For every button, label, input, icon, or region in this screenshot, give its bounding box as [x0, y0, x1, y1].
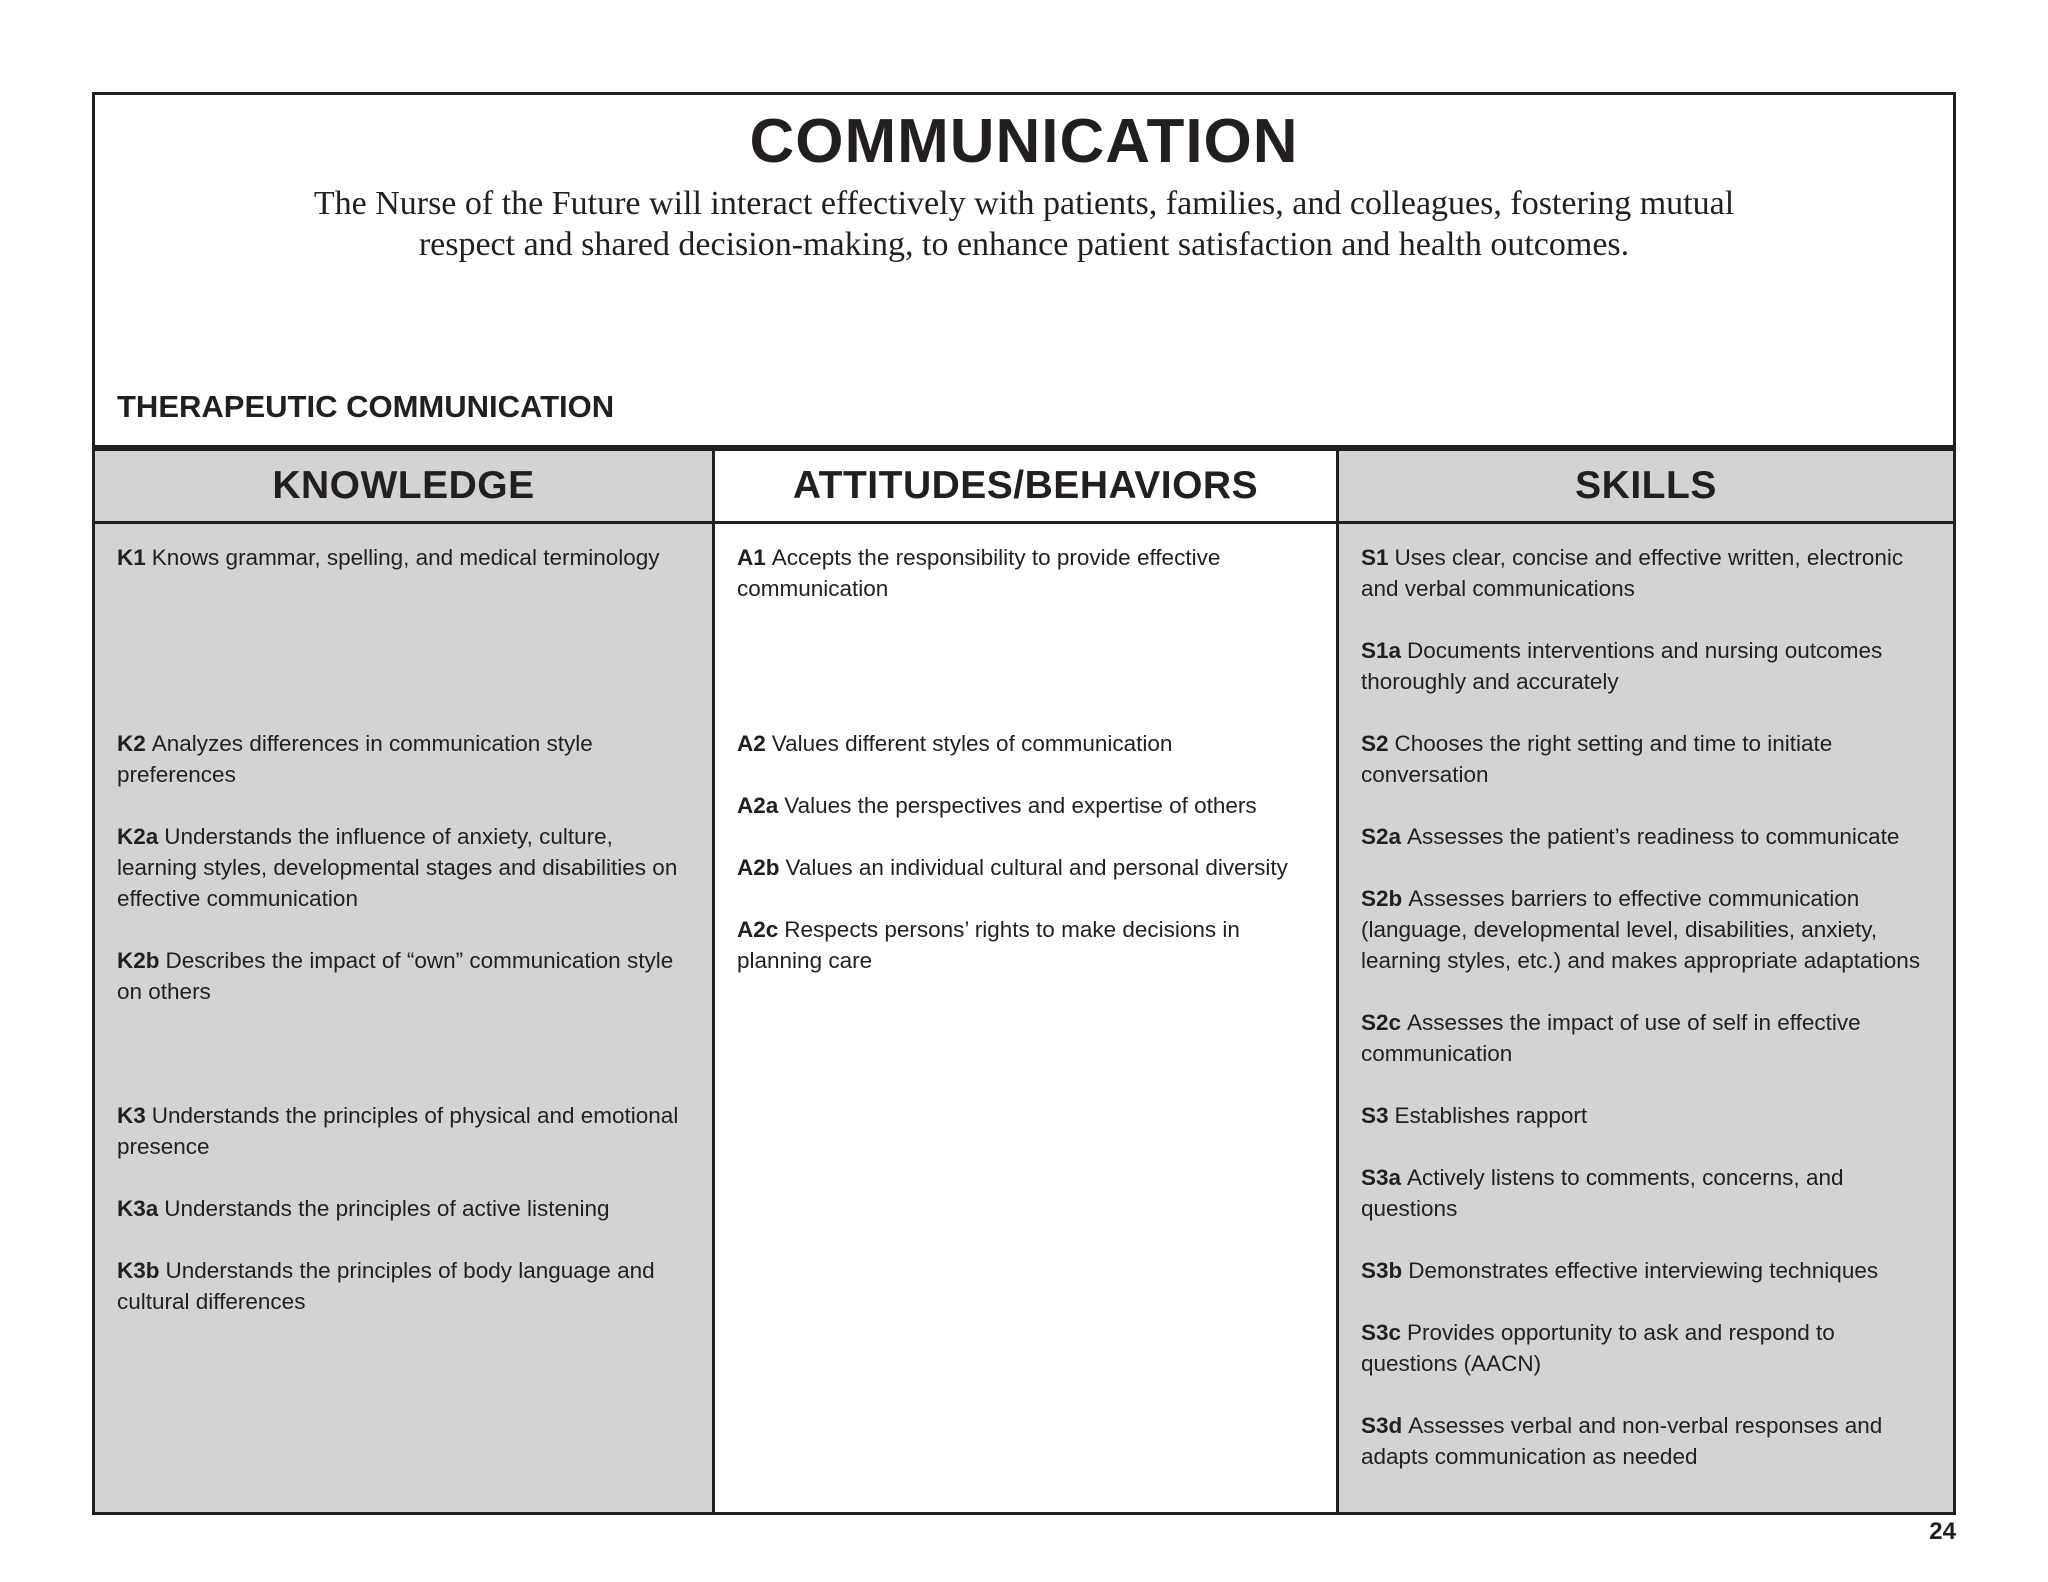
attitudes-item-a2b: [737, 852, 1314, 883]
knowledge-item-k3b: [117, 1255, 690, 1317]
item-text: Understands the principles of physical and emotional presence: [117, 1103, 679, 1159]
item-code: S3a: [1361, 1165, 1402, 1190]
skills-item-s2c: [1361, 1007, 1931, 1069]
header: [95, 95, 1953, 445]
item-code: S1: [1361, 545, 1389, 570]
item-text: Documents interventions and nursing outcomes thoroughly and accurately: [1361, 638, 1883, 694]
attitudes-body: [715, 524, 1336, 1512]
attitudes-item-a2: [737, 728, 1314, 759]
item-text: Actively listens to comments, concerns, and questions: [1361, 1165, 1844, 1221]
skills-item-s1a: [1361, 635, 1931, 697]
item-text: Analyzes differences in communication style preferences: [117, 731, 593, 787]
attitudes-heading: ATTITUDES/BEHAVIORS: [715, 451, 1336, 524]
item-code: K1: [117, 545, 146, 570]
skills-item-s3a: [1361, 1162, 1931, 1224]
skills-item-s2: [1361, 728, 1931, 790]
item-code: K3: [117, 1103, 146, 1128]
item-text: Assesses the impact of use of self in effective communication: [1361, 1010, 1861, 1066]
item-code: S2a: [1361, 824, 1402, 849]
item-text: Describes the impact of “own” communication style on others: [117, 948, 674, 1004]
item-code: S3: [1361, 1103, 1389, 1128]
skills-column: [1339, 451, 1953, 1512]
item-code: S2b: [1361, 886, 1403, 911]
knowledge-item-k1: [117, 542, 690, 573]
skills-heading: SKILLS: [1339, 451, 1953, 524]
item-code: A2a: [737, 793, 779, 818]
item-text: Chooses the right setting and time to initiate conversation: [1361, 731, 1833, 787]
attitudes-item-a2a: [737, 790, 1314, 821]
item-code: K2: [117, 731, 146, 756]
item-text: Values different styles of communication: [771, 731, 1173, 756]
item-code: S3d: [1361, 1413, 1403, 1438]
skills-item-s1: [1361, 542, 1931, 604]
skills-item-s3b: [1361, 1255, 1931, 1286]
item-text: Knows grammar, spelling, and medical terminology: [151, 545, 660, 570]
item-text: Assesses verbal and non-verbal responses and adapts communication as needed: [1361, 1413, 1883, 1469]
item-text: Accepts the responsibility to provide effective communication: [737, 545, 1221, 601]
knowledge-item-k2b: [117, 945, 690, 1007]
competency-frame: [92, 92, 1956, 1515]
item-code: A2c: [737, 917, 779, 942]
item-code: S3b: [1361, 1258, 1403, 1283]
item-text: Values the perspectives and expertise of others: [784, 793, 1257, 818]
section-title: THERAPEUTIC COMMUNICATION: [117, 389, 615, 424]
item-code: S2: [1361, 731, 1389, 756]
item-text: Understands the principles of body language and cultural differences: [117, 1258, 655, 1314]
item-text: Establishes rapport: [1394, 1103, 1588, 1128]
item-text: Uses clear, concise and effective written, electronic and verbal communications: [1361, 545, 1904, 601]
item-text: Demonstrates effective interviewing techniques: [1408, 1258, 1879, 1283]
item-code: A1: [737, 545, 766, 570]
item-code: A2: [737, 731, 766, 756]
attitudes-item-a2c: [737, 914, 1314, 976]
knowledge-item-k3a: [117, 1193, 690, 1224]
skills-item-s3: [1361, 1100, 1931, 1131]
item-code: K2a: [117, 824, 159, 849]
page-number: 24: [1929, 1518, 1956, 1545]
attitudes-item-a1: [737, 542, 1314, 604]
knowledge-item-k3: [117, 1100, 690, 1162]
skills-item-s2b: [1361, 883, 1931, 976]
page-subtitle: The Nurse of the Future will interact effectively with patients, families, and colleagues, fostering mutual respect and shared decision-making, to enhance patient satisfaction and health outcomes.: [313, 185, 1735, 263]
skills-item-s2a: [1361, 821, 1931, 852]
item-code: K3b: [117, 1258, 160, 1283]
item-text: Understands the influence of anxiety, culture, learning styles, developmental stages and disabilities on effective communication: [117, 824, 678, 911]
skills-item-s3c: [1361, 1317, 1931, 1379]
knowledge-item-k2: [117, 728, 690, 790]
competency-table: [95, 445, 1953, 1512]
item-code: S3c: [1361, 1320, 1402, 1345]
knowledge-body: [95, 524, 712, 1512]
skills-body: [1339, 524, 1953, 1512]
knowledge-column: [95, 451, 715, 1512]
item-text: Assesses barriers to effective communication (language, developmental level, disabilities, anxiety, learning styles, etc.) and makes appropriate adaptations: [1361, 886, 1921, 973]
item-code: S1a: [1361, 638, 1402, 663]
item-code: S2c: [1361, 1010, 1402, 1035]
item-text: Provides opportunity to ask and respond to questions (AACN): [1361, 1320, 1835, 1376]
item-text: Assesses the patient’s readiness to communicate: [1407, 824, 1900, 849]
item-text: Respects persons’ rights to make decisions in planning care: [737, 917, 1240, 973]
item-code: K2b: [117, 948, 160, 973]
knowledge-heading: KNOWLEDGE: [95, 451, 712, 524]
item-text: Understands the principles of active listening: [164, 1196, 610, 1221]
skills-item-s3d: [1361, 1410, 1931, 1472]
knowledge-item-k2a: [117, 821, 690, 914]
item-code: A2b: [737, 855, 780, 880]
item-code: K3a: [117, 1196, 159, 1221]
attitudes-column: [715, 451, 1339, 1512]
item-text: Values an individual cultural and personal diversity: [785, 855, 1288, 880]
page-title: COMMUNICATION: [749, 107, 1299, 176]
